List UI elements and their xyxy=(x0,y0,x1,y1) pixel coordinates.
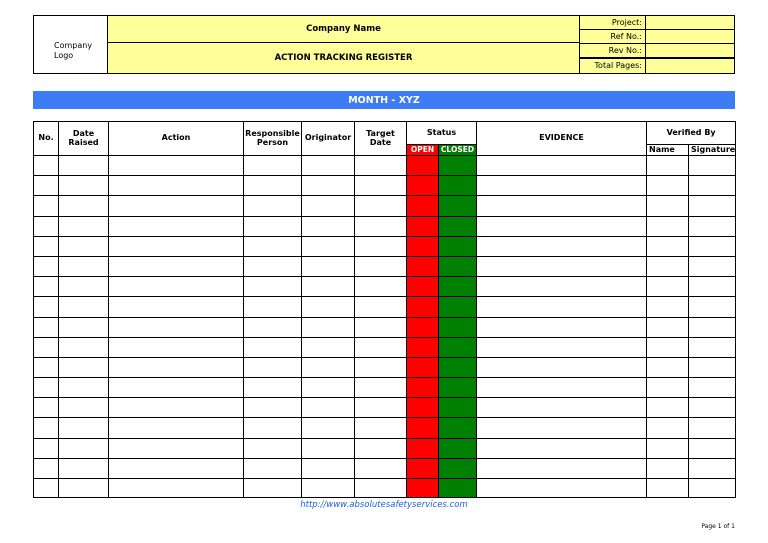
cell-no[interactable] xyxy=(34,479,59,498)
cell-originator[interactable] xyxy=(302,216,355,236)
cell-target-date[interactable] xyxy=(355,176,407,196)
cell-date-raised[interactable] xyxy=(59,176,109,196)
cell-target-date[interactable] xyxy=(355,236,407,256)
cell-originator[interactable] xyxy=(302,297,355,317)
cell-no[interactable] xyxy=(34,458,59,478)
cell-date-raised[interactable] xyxy=(59,317,109,337)
cell-open[interactable] xyxy=(407,357,439,377)
cell-evidence[interactable] xyxy=(477,216,647,236)
cell-name[interactable] xyxy=(647,337,689,357)
cell-open[interactable] xyxy=(407,458,439,478)
cell-target-date[interactable] xyxy=(355,357,407,377)
cell-action[interactable] xyxy=(109,317,244,337)
cell-closed[interactable] xyxy=(439,277,477,297)
cell-no[interactable] xyxy=(34,297,59,317)
cell-closed[interactable] xyxy=(439,236,477,256)
cell-evidence[interactable] xyxy=(477,378,647,398)
cell-name[interactable] xyxy=(647,378,689,398)
cell-date-raised[interactable] xyxy=(59,337,109,357)
cell-responsible[interactable] xyxy=(244,236,302,256)
header-evidence: EVIDENCE xyxy=(477,122,647,156)
cell-evidence[interactable] xyxy=(477,438,647,458)
cell-evidence[interactable] xyxy=(477,176,647,196)
cell-signature[interactable] xyxy=(689,438,736,458)
cell-closed[interactable] xyxy=(439,176,477,196)
cell-originator[interactable] xyxy=(302,337,355,357)
cell-name[interactable] xyxy=(647,317,689,337)
header-action: Action xyxy=(109,122,244,156)
header-date-raised: Date Raised xyxy=(59,122,109,156)
cell-no[interactable] xyxy=(34,216,59,236)
cell-target-date[interactable] xyxy=(355,156,407,176)
cell-action[interactable] xyxy=(109,458,244,478)
header-originator: Originator xyxy=(302,122,355,156)
cell-open[interactable] xyxy=(407,438,439,458)
cell-evidence[interactable] xyxy=(477,297,647,317)
table-row xyxy=(34,176,736,196)
cell-date-raised[interactable] xyxy=(59,479,109,498)
cell-evidence[interactable] xyxy=(477,156,647,176)
cell-originator[interactable] xyxy=(302,317,355,337)
cell-no[interactable] xyxy=(34,357,59,377)
header-responsible-person: Responsible Person xyxy=(244,122,302,156)
cell-target-date[interactable] xyxy=(355,277,407,297)
cell-originator[interactable] xyxy=(302,378,355,398)
cell-closed[interactable] xyxy=(439,357,477,377)
cell-responsible[interactable] xyxy=(244,438,302,458)
cell-closed[interactable] xyxy=(439,398,477,418)
header-verified-by: Verified By xyxy=(647,122,736,145)
cell-name[interactable] xyxy=(647,156,689,176)
cell-action[interactable] xyxy=(109,418,244,438)
cell-evidence[interactable] xyxy=(477,196,647,216)
cell-name[interactable] xyxy=(647,479,689,498)
cell-responsible[interactable] xyxy=(244,479,302,498)
cell-name[interactable] xyxy=(647,256,689,276)
table-row xyxy=(34,196,736,216)
cell-signature[interactable] xyxy=(689,418,736,438)
cell-originator[interactable] xyxy=(302,196,355,216)
cell-date-raised[interactable] xyxy=(59,378,109,398)
ref-no-value[interactable] xyxy=(645,29,735,44)
cell-closed[interactable] xyxy=(439,297,477,317)
cell-originator[interactable] xyxy=(302,176,355,196)
cell-evidence[interactable] xyxy=(477,418,647,438)
cell-no[interactable] xyxy=(34,156,59,176)
cell-action[interactable] xyxy=(109,236,244,256)
header-target-date: Target Date xyxy=(355,122,407,156)
header-name: Name xyxy=(647,145,689,156)
table-row xyxy=(34,256,736,276)
cell-target-date[interactable] xyxy=(355,398,407,418)
cell-signature[interactable] xyxy=(689,216,736,236)
cell-date-raised[interactable] xyxy=(59,438,109,458)
cell-target-date[interactable] xyxy=(355,297,407,317)
cell-closed[interactable] xyxy=(439,418,477,438)
cell-originator[interactable] xyxy=(302,277,355,297)
cell-originator[interactable] xyxy=(302,256,355,276)
rev-no-value[interactable] xyxy=(645,43,735,58)
cell-name[interactable] xyxy=(647,438,689,458)
project-label: Project: xyxy=(579,15,646,30)
cell-responsible[interactable] xyxy=(244,357,302,377)
cell-signature[interactable] xyxy=(689,337,736,357)
cell-action[interactable] xyxy=(109,196,244,216)
cell-responsible[interactable] xyxy=(244,256,302,276)
header-open: OPEN xyxy=(407,145,439,156)
cell-date-raised[interactable] xyxy=(59,196,109,216)
cell-target-date[interactable] xyxy=(355,438,407,458)
cell-name[interactable] xyxy=(647,357,689,377)
cell-signature[interactable] xyxy=(689,176,736,196)
cell-closed[interactable] xyxy=(439,438,477,458)
cell-responsible[interactable] xyxy=(244,176,302,196)
cell-open[interactable] xyxy=(407,256,439,276)
cell-signature[interactable] xyxy=(689,479,736,498)
cell-signature[interactable] xyxy=(689,156,736,176)
cell-target-date[interactable] xyxy=(355,317,407,337)
cell-no[interactable] xyxy=(34,378,59,398)
cell-signature[interactable] xyxy=(689,378,736,398)
cell-date-raised[interactable] xyxy=(59,357,109,377)
cell-closed[interactable] xyxy=(439,317,477,337)
cell-evidence[interactable] xyxy=(477,317,647,337)
cell-closed[interactable] xyxy=(439,256,477,276)
header-signature: Signature xyxy=(689,145,736,156)
table-row xyxy=(34,297,736,317)
cell-responsible[interactable] xyxy=(244,156,302,176)
cell-target-date[interactable] xyxy=(355,418,407,438)
cell-open[interactable] xyxy=(407,156,439,176)
cell-name[interactable] xyxy=(647,297,689,317)
cell-action[interactable] xyxy=(109,277,244,297)
cell-responsible[interactable] xyxy=(244,277,302,297)
cell-responsible[interactable] xyxy=(244,418,302,438)
cell-originator[interactable] xyxy=(302,398,355,418)
cell-name[interactable] xyxy=(647,216,689,236)
cell-open[interactable] xyxy=(407,479,439,498)
cell-responsible[interactable] xyxy=(244,216,302,236)
cell-originator[interactable] xyxy=(302,357,355,377)
cell-target-date[interactable] xyxy=(355,196,407,216)
month-bar: MONTH - XYZ xyxy=(33,91,735,109)
cell-name[interactable] xyxy=(647,277,689,297)
table-row xyxy=(34,277,736,297)
table-row xyxy=(34,156,736,176)
table-row xyxy=(34,438,736,458)
cell-responsible[interactable] xyxy=(244,398,302,418)
project-value[interactable] xyxy=(645,15,735,30)
cell-no[interactable] xyxy=(34,398,59,418)
cell-open[interactable] xyxy=(407,317,439,337)
cell-open[interactable] xyxy=(407,196,439,216)
cell-action[interactable] xyxy=(109,156,244,176)
cell-no[interactable] xyxy=(34,196,59,216)
cell-name[interactable] xyxy=(647,236,689,256)
cell-evidence[interactable] xyxy=(477,458,647,478)
cell-closed[interactable] xyxy=(439,337,477,357)
cell-originator[interactable] xyxy=(302,458,355,478)
cell-responsible[interactable] xyxy=(244,297,302,317)
header-status: Status xyxy=(407,122,477,145)
cell-action[interactable] xyxy=(109,256,244,276)
cell-open[interactable] xyxy=(407,277,439,297)
company-name: Company Name xyxy=(107,15,580,43)
total-pages-label: Total Pages: xyxy=(579,58,646,74)
cell-originator[interactable] xyxy=(302,438,355,458)
cell-no[interactable] xyxy=(34,256,59,276)
cell-signature[interactable] xyxy=(689,317,736,337)
cell-action[interactable] xyxy=(109,398,244,418)
table-row xyxy=(34,337,736,357)
cell-responsible[interactable] xyxy=(244,317,302,337)
cell-responsible[interactable] xyxy=(244,458,302,478)
total-pages-value[interactable] xyxy=(645,58,735,74)
cell-name[interactable] xyxy=(647,418,689,438)
cell-originator[interactable] xyxy=(302,236,355,256)
cell-action[interactable] xyxy=(109,357,244,377)
company-logo-cell xyxy=(33,15,108,74)
table-row xyxy=(34,479,736,498)
cell-signature[interactable] xyxy=(689,277,736,297)
cell-date-raised[interactable] xyxy=(59,418,109,438)
cell-evidence[interactable] xyxy=(477,236,647,256)
cell-closed[interactable] xyxy=(439,458,477,478)
table-row xyxy=(34,398,736,418)
table-row xyxy=(34,317,736,337)
cell-open[interactable] xyxy=(407,297,439,317)
cell-open[interactable] xyxy=(407,337,439,357)
cell-action[interactable] xyxy=(109,337,244,357)
action-tracking-table xyxy=(33,121,736,498)
table-row xyxy=(34,216,736,236)
cell-open[interactable] xyxy=(407,398,439,418)
cell-closed[interactable] xyxy=(439,216,477,236)
cell-no[interactable] xyxy=(34,317,59,337)
table-row xyxy=(34,357,736,377)
table-row xyxy=(34,236,736,256)
cell-closed[interactable] xyxy=(439,479,477,498)
cell-target-date[interactable] xyxy=(355,256,407,276)
footer-url-link[interactable]: http://www.absolutesafetyservices.com xyxy=(300,500,468,510)
cell-date-raised[interactable] xyxy=(59,256,109,276)
cell-closed[interactable] xyxy=(439,196,477,216)
cell-date-raised[interactable] xyxy=(59,458,109,478)
cell-evidence[interactable] xyxy=(477,357,647,377)
cell-signature[interactable] xyxy=(689,256,736,276)
cell-responsible[interactable] xyxy=(244,337,302,357)
cell-originator[interactable] xyxy=(302,479,355,498)
page-number: Page 1 of 1 xyxy=(701,523,735,530)
cell-action[interactable] xyxy=(109,176,244,196)
cell-signature[interactable] xyxy=(689,458,736,478)
cell-signature[interactable] xyxy=(689,236,736,256)
table-row xyxy=(34,378,736,398)
rev-no-label: Rev No.: xyxy=(579,43,646,58)
cell-signature[interactable] xyxy=(689,196,736,216)
cell-target-date[interactable] xyxy=(355,479,407,498)
cell-date-raised[interactable] xyxy=(59,216,109,236)
cell-open[interactable] xyxy=(407,216,439,236)
table-row xyxy=(34,418,736,438)
cell-evidence[interactable] xyxy=(477,479,647,498)
cell-target-date[interactable] xyxy=(355,458,407,478)
cell-target-date[interactable] xyxy=(355,337,407,357)
cell-action[interactable] xyxy=(109,297,244,317)
cell-target-date[interactable] xyxy=(355,378,407,398)
cell-target-date[interactable] xyxy=(355,216,407,236)
cell-signature[interactable] xyxy=(689,357,736,377)
cell-name[interactable] xyxy=(647,458,689,478)
cell-date-raised[interactable] xyxy=(59,398,109,418)
company-logo-text: Company Logo xyxy=(54,41,93,60)
cell-name[interactable] xyxy=(647,196,689,216)
cell-no[interactable] xyxy=(34,176,59,196)
cell-no[interactable] xyxy=(34,418,59,438)
cell-name[interactable] xyxy=(647,398,689,418)
cell-closed[interactable] xyxy=(439,156,477,176)
cell-date-raised[interactable] xyxy=(59,277,109,297)
cell-no[interactable] xyxy=(34,438,59,458)
cell-signature[interactable] xyxy=(689,398,736,418)
cell-responsible[interactable] xyxy=(244,196,302,216)
header-closed: CLOSED xyxy=(439,145,477,156)
cell-no[interactable] xyxy=(34,337,59,357)
cell-open[interactable] xyxy=(407,176,439,196)
cell-originator[interactable] xyxy=(302,156,355,176)
cell-no[interactable] xyxy=(34,236,59,256)
cell-signature[interactable] xyxy=(689,297,736,317)
cell-action[interactable] xyxy=(109,438,244,458)
register-title: ACTION TRACKING REGISTER xyxy=(107,42,580,74)
table-row xyxy=(34,458,736,478)
cell-open[interactable] xyxy=(407,378,439,398)
cell-responsible[interactable] xyxy=(244,378,302,398)
cell-action[interactable] xyxy=(109,479,244,498)
cell-evidence[interactable] xyxy=(477,256,647,276)
cell-evidence[interactable] xyxy=(477,398,647,418)
cell-open[interactable] xyxy=(407,418,439,438)
cell-originator[interactable] xyxy=(302,418,355,438)
cell-date-raised[interactable] xyxy=(59,236,109,256)
cell-action[interactable] xyxy=(109,216,244,236)
cell-closed[interactable] xyxy=(439,378,477,398)
cell-action[interactable] xyxy=(109,378,244,398)
header-no: No. xyxy=(34,122,59,156)
cell-evidence[interactable] xyxy=(477,277,647,297)
cell-date-raised[interactable] xyxy=(59,156,109,176)
cell-evidence[interactable] xyxy=(477,337,647,357)
cell-no[interactable] xyxy=(34,277,59,297)
cell-name[interactable] xyxy=(647,176,689,196)
table-body xyxy=(34,156,736,498)
cell-open[interactable] xyxy=(407,236,439,256)
ref-no-label: Ref No.: xyxy=(579,29,646,44)
cell-date-raised[interactable] xyxy=(59,297,109,317)
